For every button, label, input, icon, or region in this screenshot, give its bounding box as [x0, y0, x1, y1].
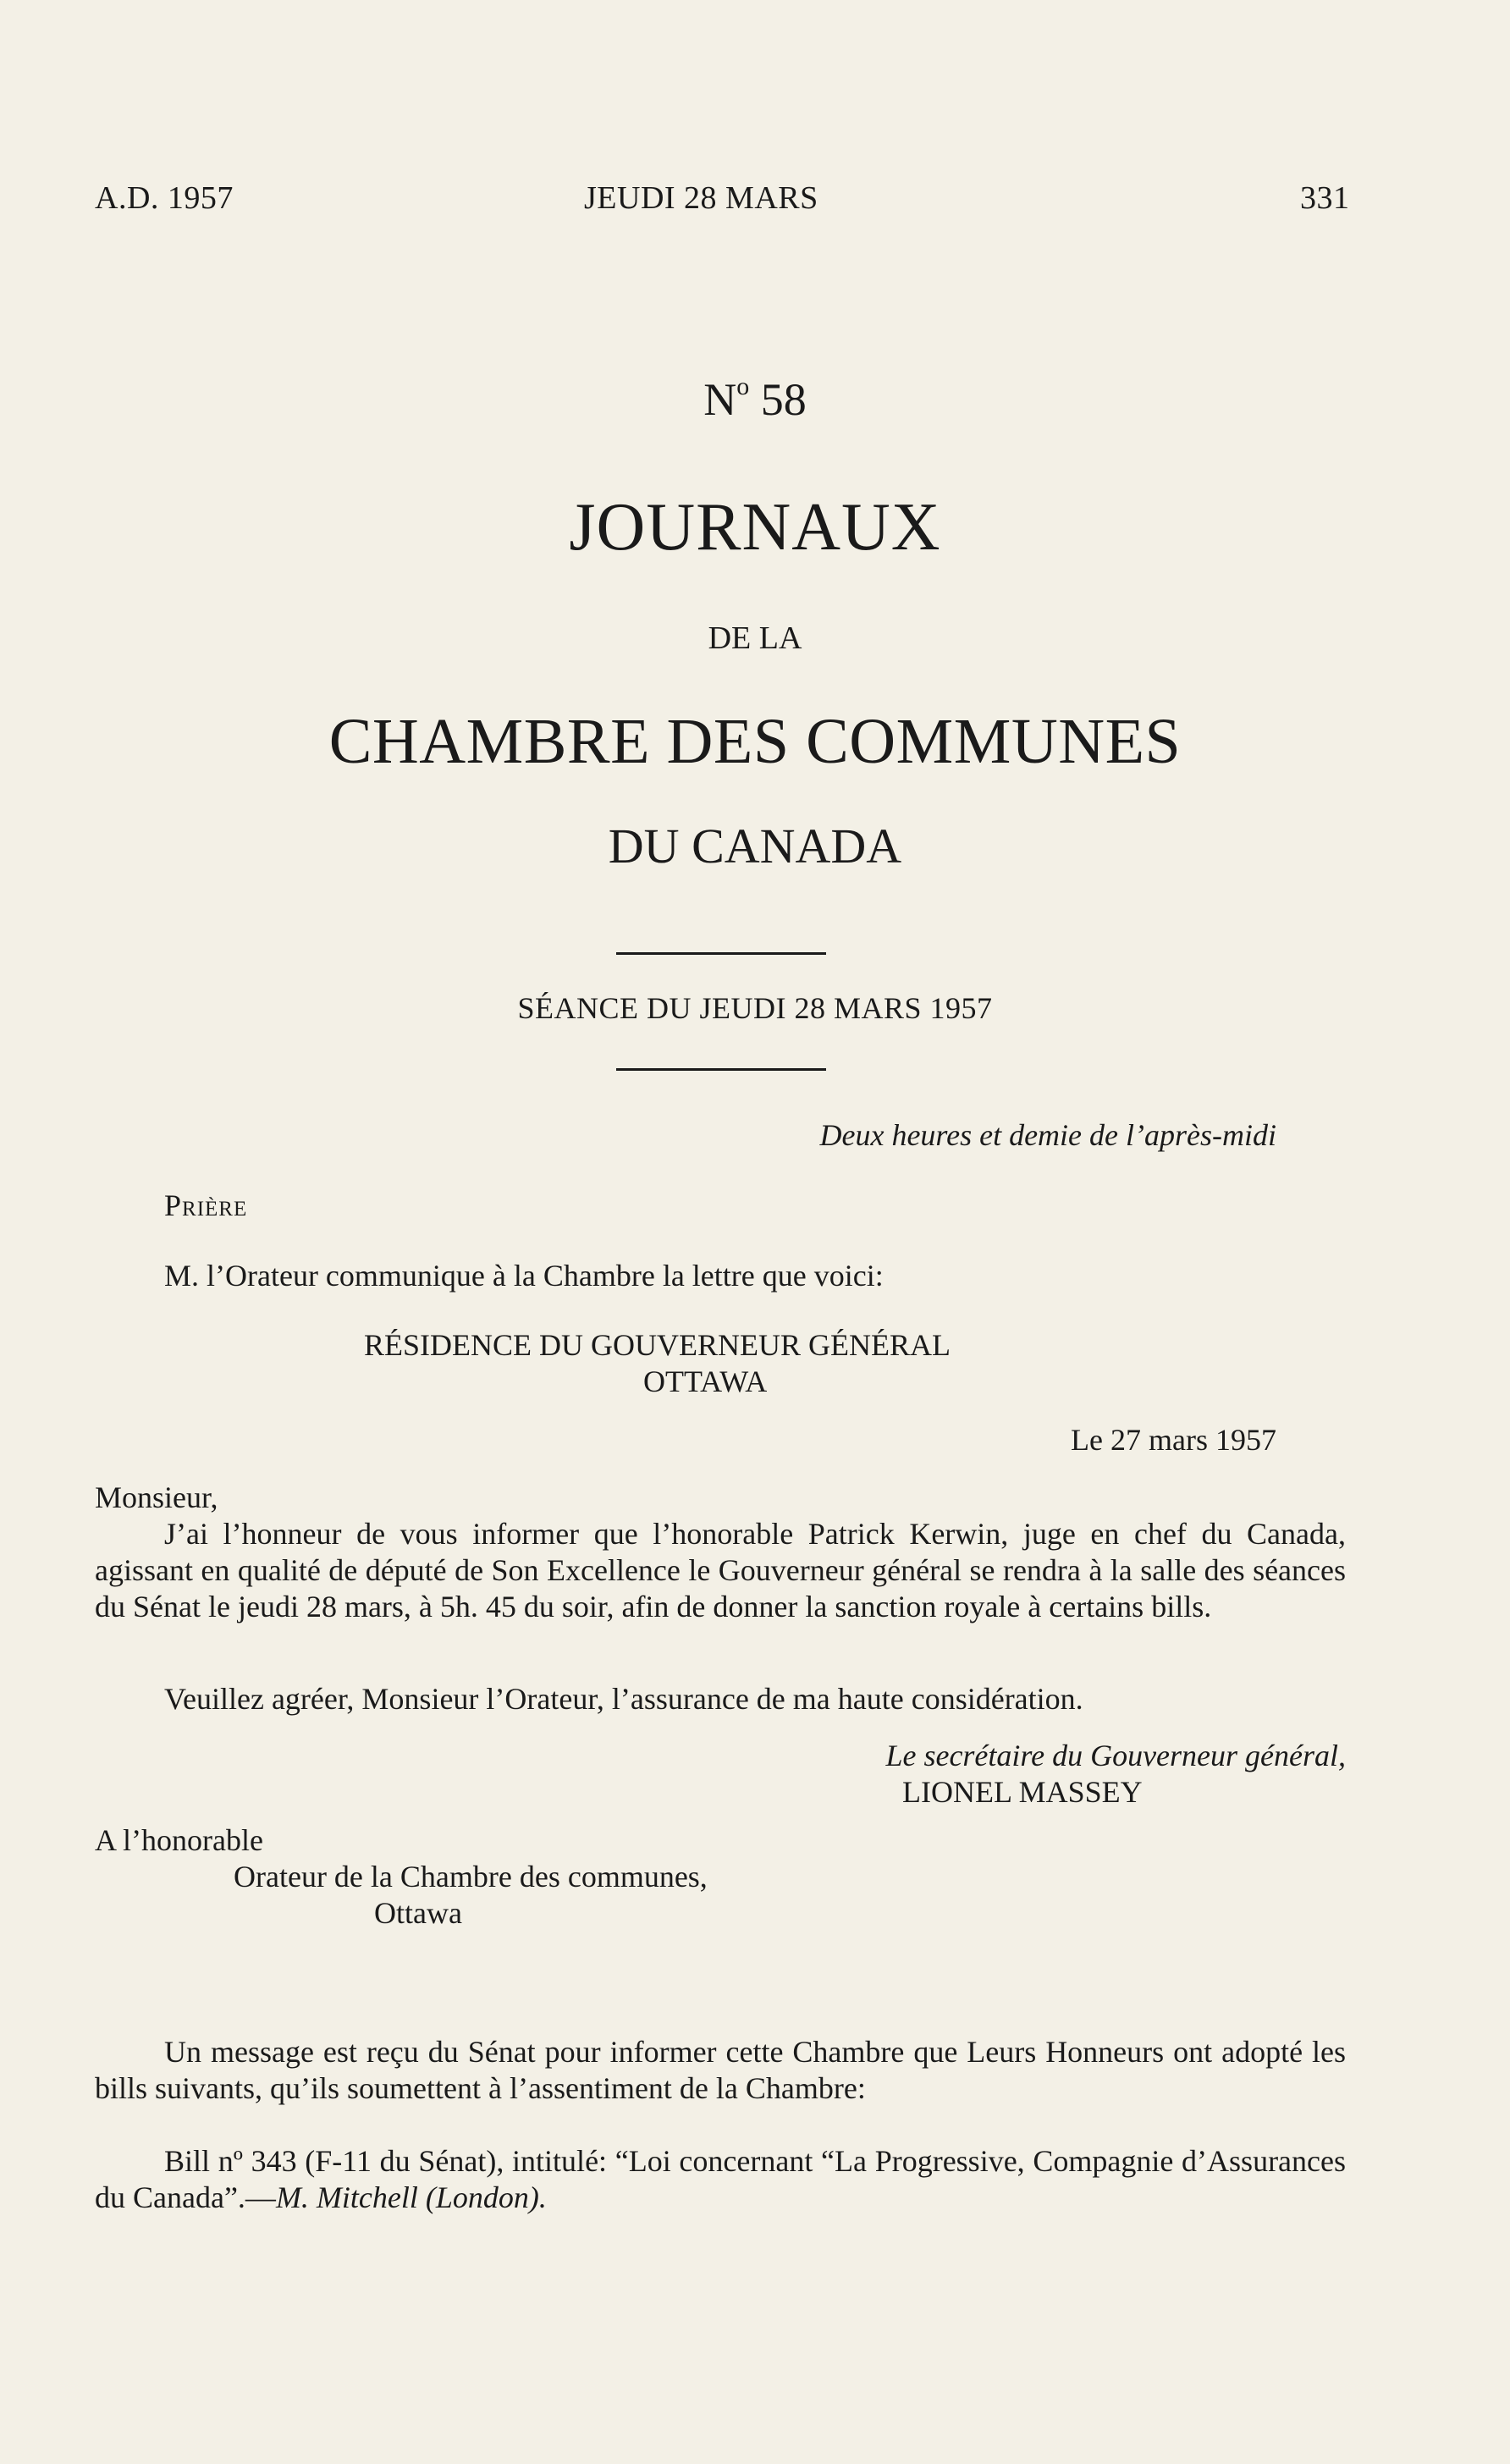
- signature-name: LIONEL MASSEY: [902, 1775, 1143, 1809]
- issue-number: $N^o$ 58: [703, 372, 807, 425]
- signature-title: Le secrétaire du Gouverneur général,: [885, 1739, 1346, 1772]
- title-canada: DU CANADA: [608, 819, 902, 874]
- letter-city: OTTAWA: [643, 1364, 768, 1398]
- header-date: JEUDI 28 MARS: [584, 180, 818, 216]
- letter-body: J’ai l’honneur de vous informer que l’honorable Patrick Kerwin, juge en chef du Canada, agissant en qualité de député de Son Excellence le Gouverneur général se rendra à la salle des séances du Sénat le jeudi 28 mars, à 5h. 45 du soir, afin de donner la sanction royale à certains bills.: [95, 1517, 1346, 1623]
- message-body: Un message est reçu du Sénat pour informer cette Chambre que Leurs Honneurs ont adopté les bills suivants, qu’ils soumettent à l’assentiment de la Chambre:: [95, 2035, 1346, 2105]
- divider-top: [616, 952, 826, 955]
- letter-intro: M. l’Orateur communique à la Chambre la lettre que voici:: [164, 1259, 884, 1293]
- letter-salutation: Monsieur,: [95, 1480, 218, 1514]
- header-page-number: 331: [1300, 180, 1350, 216]
- header-year: A.D. 1957: [95, 180, 234, 216]
- divider-bottom: [616, 1068, 826, 1071]
- session-heading: SÉANCE DU JEUDI 28 MARS 1957: [517, 991, 993, 1025]
- address-line2: Orateur de la Chambre des communes,: [234, 1860, 708, 1893]
- address-line3: Ottawa: [374, 1896, 462, 1930]
- priere-heading: Prière: [164, 1188, 248, 1222]
- letter-date: Le 27 mars 1957: [1071, 1423, 1276, 1457]
- title-journaux: JOURNAUX: [569, 490, 941, 565]
- letter-residence: RÉSIDENCE DU GOUVERNEUR GÉNÉRAL: [364, 1328, 951, 1362]
- address-line1: A l’honorable: [95, 1823, 263, 1857]
- title-de-la: DE LA: [708, 620, 802, 656]
- title-chambre: CHAMBRE DES COMMUNES: [328, 706, 1182, 777]
- letter-closing: Veuillez agréer, Monsieur l’Orateur, l’assurance de ma haute considération.: [164, 1682, 1083, 1716]
- session-time: Deux heures et demie de l’après-midi: [819, 1118, 1276, 1152]
- bill-text: Bill nº 343 (F-11 du Sénat), intitulé: “Loi concernant “La Progressive, Compagnie d’Assurances du Canada”.—: [95, 2144, 1346, 2214]
- bill-sponsor: M. Mitchell (London).: [275, 2180, 547, 2214]
- bill-entry: [95, 2143, 1346, 2216]
